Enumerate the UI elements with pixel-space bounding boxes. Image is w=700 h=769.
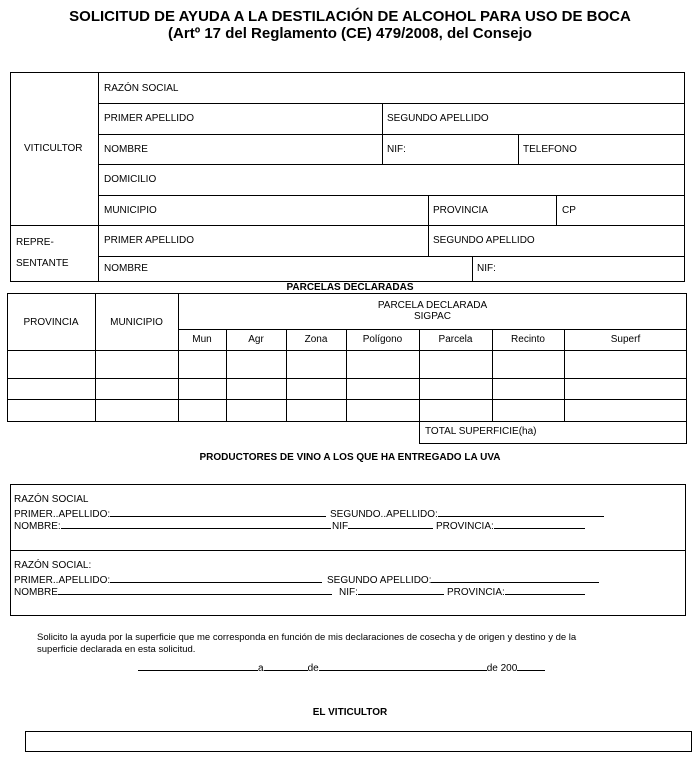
solicito-text-2: superficie declarada en esta solicitud. [37,644,196,655]
b2-provincia-line[interactable] [505,584,585,595]
representante-label-2: SENTANTE [16,258,69,269]
rep-segundo-apellido-field[interactable]: SEGUNDO APELLIDO [433,235,535,246]
fecha-line: a de de 200 [138,660,545,674]
nombre-field[interactable]: NOMBRE [104,144,148,155]
rep-nombre-field[interactable]: NOMBRE [104,263,148,274]
col-recinto: Recinto [511,334,545,345]
b2-provincia: PROVINCIA: [447,584,585,598]
col-agr: Agr [248,334,264,345]
b2-primer-apellido-line[interactable] [110,572,322,583]
parcelas-title: PARCELAS DECLARADAS [286,282,414,293]
nif-field[interactable]: NIF: [387,144,406,155]
col-poligono: Polígono [362,334,403,345]
b1-provincia: PROVINCIA: [436,518,585,532]
cp-field[interactable]: CP [562,205,576,216]
page-title: SOLICITUD DE AYUDA A LA DESTILACIÓN DE ALCOHOL PARA USO DE BOCA [69,8,631,25]
b1-nif: NIF [332,518,433,532]
mes-line[interactable] [319,660,487,671]
lugar-line[interactable] [138,660,258,671]
rep-nif-field[interactable]: NIF: [477,263,496,274]
group-sigpac: SIGPAC [413,311,452,322]
col-provincia: PROVINCIA [23,317,79,328]
b1-razon-social: RAZÓN SOCIAL [14,494,89,505]
dia-line[interactable] [264,660,308,671]
b2-razon-social: RAZÓN SOCIAL: [14,560,92,571]
b1-segundo-apellido-line[interactable] [438,506,604,517]
razon-social-field[interactable]: RAZÓN SOCIAL [104,83,179,94]
total-superficie-label: TOTAL SUPERFICIE(ha) [425,426,537,437]
signature-box[interactable] [25,731,692,752]
b2-segundo-apellido-line[interactable] [431,572,599,583]
rep-primer-apellido-field[interactable]: PRIMER APELLIDO [104,235,195,246]
provincia-field[interactable]: PROVINCIA [433,205,489,216]
b1-nombre-line[interactable] [61,518,331,529]
b1-provincia-line[interactable] [494,518,585,529]
domicilio-field[interactable]: DOMICILIO [104,174,157,185]
col-mun: Mun [192,334,212,345]
col-superf: Superf [610,334,641,345]
b2-segundo-apellido: SEGUNDO APELLIDO: [327,572,599,586]
col-zona: Zona [304,334,328,345]
b1-segundo-apellido: SEGUNDO..APELLIDO: [330,506,604,520]
group-parcela-declarada: PARCELA DECLARADA [377,300,488,311]
b2-nombre-line[interactable] [58,584,332,595]
firma-label: EL VITICULTOR [312,707,388,718]
b2-nif-line[interactable] [358,584,444,595]
primer-apellido-field[interactable]: PRIMER APELLIDO [104,113,195,124]
b1-primer-apellido-line[interactable] [110,506,326,517]
municipio-field[interactable]: MUNICIPIO [104,205,157,216]
segundo-apellido-field[interactable]: SEGUNDO APELLIDO [387,113,489,124]
col-municipio: MUNICIPIO [110,317,163,328]
telefono-field[interactable]: TELEFONO [523,144,577,155]
col-parcela: Parcela [438,334,473,345]
b2-nif: NIF: [339,584,444,598]
solicito-text-1: Solicito la ayuda por la superficie que me corresponda en función de mis declaraciones de cosecha y de origen y destino y de la [37,632,577,643]
page-subtitle: (Artº 17 del Reglamento (CE) 479/2008, del Consejo [168,25,532,42]
anio-line[interactable] [517,660,545,671]
b1-nombre: NOMBRE: [14,518,331,532]
b2-primer-apellido: PRIMER..APELLIDO: [14,572,322,586]
productores-title: PRODUCTORES DE VINO A LOS QUE HA ENTREGADO LA UVA [199,452,501,463]
viticultor-label: VITICULTOR [24,143,83,154]
b1-nif-line[interactable] [348,518,433,529]
representante-label-1: REPRE- [16,237,54,248]
b2-nombre: NOMBRE [14,584,332,598]
b1-primer-apellido: PRIMER..APELLIDO: [14,506,326,520]
